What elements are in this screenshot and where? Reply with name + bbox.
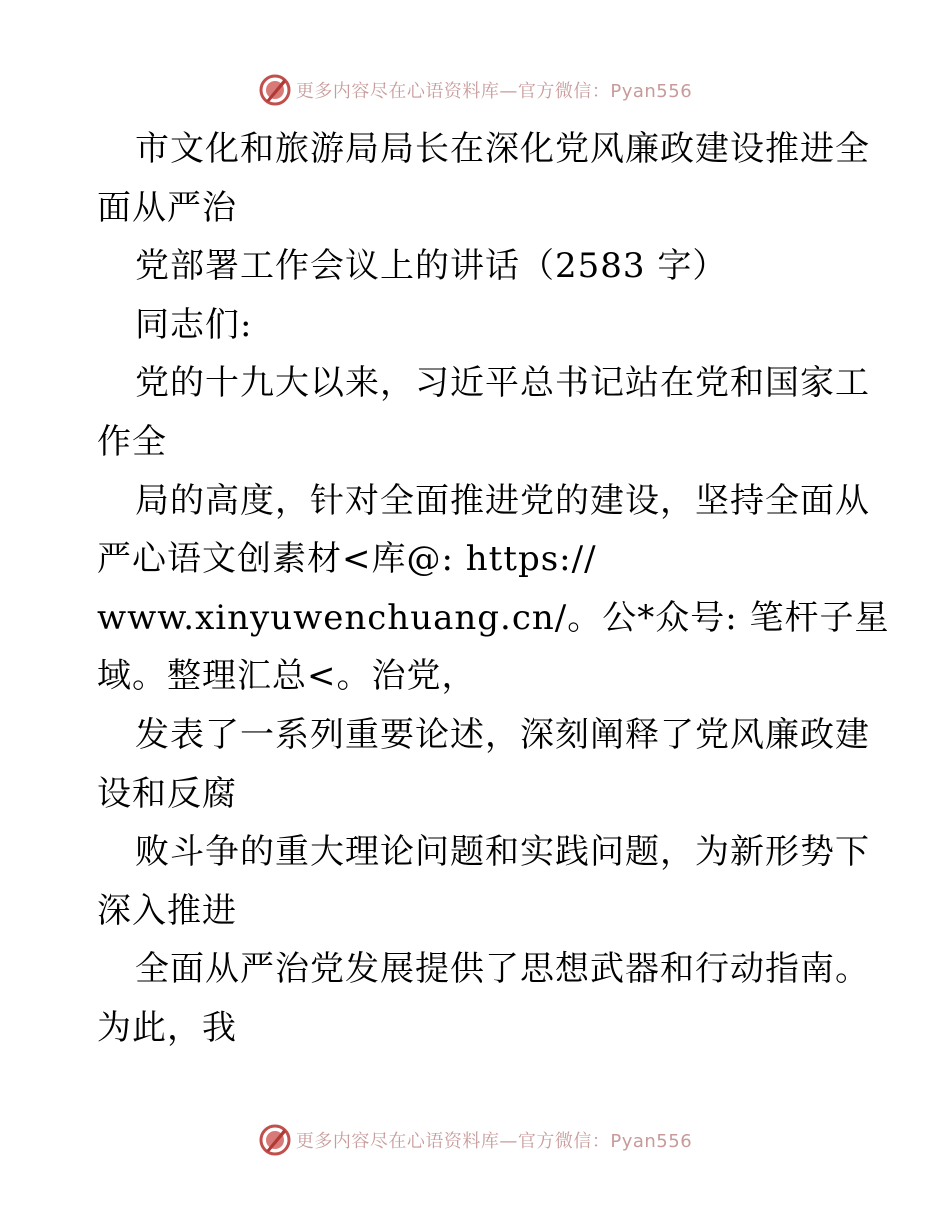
quill-seal-icon xyxy=(258,73,292,107)
text-line: www.xinyuwenchuang.cn/。公*众号: 笔杆子星 xyxy=(97,597,890,638)
text-line: 发表了一系列重要论述，深刻阐释了党风廉政建 xyxy=(135,714,870,755)
text-line: 败斗争的重大理论问题和实践问题，为新形势下 xyxy=(135,832,870,873)
quill-seal-icon xyxy=(258,1123,292,1157)
document-body xyxy=(97,120,890,1058)
text-line: 深入推进 xyxy=(97,890,237,931)
text-line: 严心语文创素材<库@: https:// xyxy=(97,539,597,580)
text-line: 党的十九大以来，习近平总书记站在党和国家工 xyxy=(135,363,870,404)
text-line: 局的高度，针对全面推进党的建设，坚持全面从 xyxy=(135,480,870,521)
header-banner-text: 更多内容尽在心语资料库—官方微信：Pyan556 xyxy=(295,81,693,102)
text-line: 设和反腐 xyxy=(97,773,237,814)
text-line: 为此，我 xyxy=(97,1007,237,1048)
header-watermark-banner xyxy=(0,70,950,110)
text-line: 党部署工作会议上的讲话（2583 字） xyxy=(135,246,728,287)
text-line: 作全 xyxy=(97,421,167,462)
text-line: 同志们: xyxy=(135,304,253,345)
text-line: 面从严治 xyxy=(97,187,237,228)
text-line: 市文化和旅游局局长在深化党风廉政建设推进全 xyxy=(135,129,870,169)
text-line: 全面从严治党发展提供了思想武器和行动指南。 xyxy=(135,949,870,990)
text-line: 域。整理汇总<。治党， xyxy=(97,656,477,697)
footer-watermark-banner xyxy=(0,1120,950,1160)
footer-banner-text: 更多内容尽在心语资料库—官方微信：Pyan556 xyxy=(295,1131,693,1152)
